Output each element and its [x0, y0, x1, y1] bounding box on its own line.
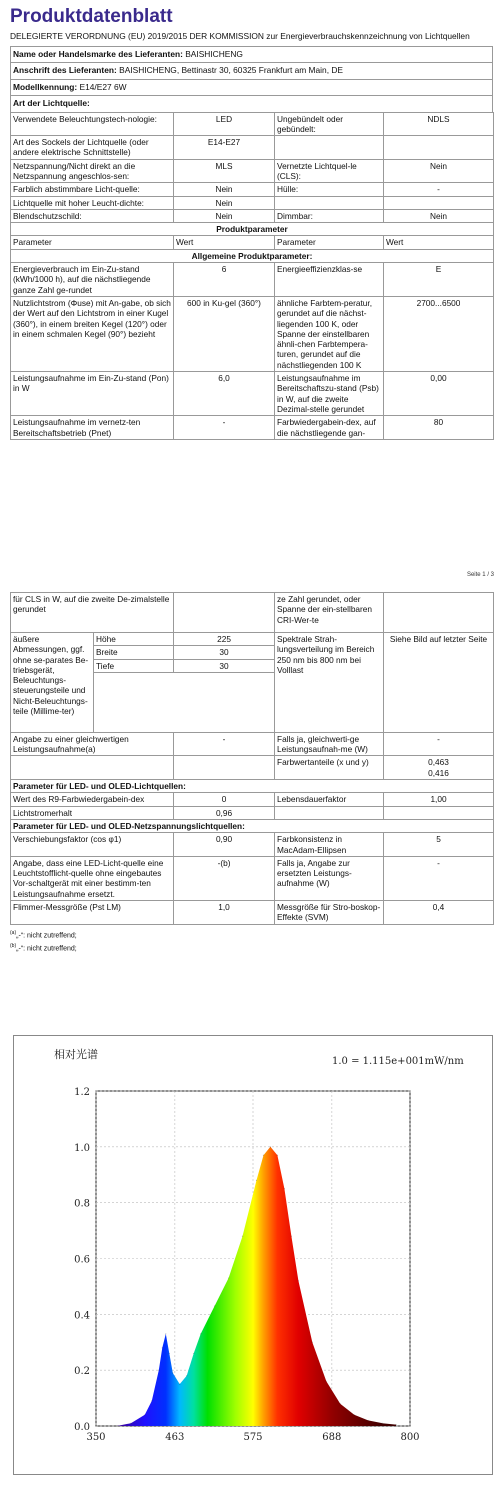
param-label: Angabe zu einer gleichwertigen Leistungsaufnahme(a): [11, 732, 174, 756]
spectrum-point: [340, 1403, 341, 1404]
spectrum-point: [291, 1236, 292, 1237]
param-value: -: [384, 732, 494, 756]
param-label: [275, 806, 384, 819]
y-tick-label: 0.2: [74, 1366, 90, 1378]
spectrum-point: [179, 1384, 180, 1385]
param-label: Lichtquelle mit hoher Leucht-dichte:: [11, 196, 174, 209]
param-rows-row: [11, 296, 494, 371]
supplier-address-row: [10, 62, 493, 79]
type-rows-row: [11, 136, 494, 160]
param-value: 1,0: [174, 901, 275, 925]
param-value: Nein: [384, 159, 494, 183]
param-label: Leistungsaufnahme im vernetz-ten Bereitschaftsbetrieb (Pnet): [11, 416, 174, 440]
param-value: 6,0: [174, 372, 275, 416]
spectrum-point: [284, 1188, 285, 1189]
spectrum-point: [326, 1381, 327, 1382]
param-value: 1,00: [384, 793, 494, 806]
datasheet-page-2: [10, 592, 493, 954]
page-number: Seite 1 / 3: [466, 572, 494, 578]
spectrum-svg: [14, 1036, 492, 1474]
spectrum-point: [354, 1414, 355, 1415]
spectrum-point: [368, 1420, 369, 1421]
param-label: Farbwertanteile (x und y): [275, 756, 384, 780]
param-value: -: [384, 856, 494, 900]
param-value: [384, 806, 494, 819]
spectral-value: Siehe Bild auf letzter Seite: [384, 633, 494, 733]
spectrum-point: [158, 1370, 159, 1371]
param-value: 0,463 0,416: [384, 756, 494, 780]
param-value: [384, 196, 494, 209]
x-tick-label: 688: [322, 1432, 342, 1443]
mains-params-header: Parameter für LED- und OLED-Netzspannungslichtquellen:: [11, 819, 494, 832]
led_rows-row: [11, 793, 494, 806]
datasheet-page-1: [10, 6, 493, 440]
param-label: [11, 756, 174, 780]
supplier-name-row: [10, 46, 493, 63]
supplier-name-label: Name oder Handelsmarke des Lieferanten:: [13, 48, 183, 59]
light-source-table: [10, 112, 494, 440]
param-rows-row: [11, 372, 494, 416]
spectrum-point: [312, 1342, 313, 1343]
dimensions-filler: [94, 672, 275, 732]
supplier-address-label: Anschrift des Lieferanten:: [13, 65, 117, 75]
spectrum-point: [130, 1423, 131, 1424]
y-tick-label: 1.2: [74, 1087, 90, 1098]
model-value: E14/E27 6W: [79, 81, 127, 92]
col-param-header-2: Parameter: [275, 236, 384, 249]
chart-annotation: 1.0 = 1.115e+001mW/nm: [332, 1056, 464, 1067]
param-value: [174, 756, 275, 780]
mains_rows-row: [11, 901, 494, 925]
param-label: Messgröße für Stro-boskop-Effekte (SVM): [275, 901, 384, 925]
spectral-label: Spektrale Strah-lungsverteilung im Bereich 250 nm bis 800 nm bei Volllast: [275, 633, 384, 733]
product-params-header: Produktparameter: [11, 223, 494, 236]
spectrum-point: [298, 1280, 299, 1281]
spectrum-point: [116, 1425, 117, 1426]
param-value: 0: [174, 793, 275, 806]
footnotes: [10, 928, 493, 955]
supplier-address: BAISHICHENG, Bettinastr 30, 60325 Frankfurt am Main, DE: [119, 65, 343, 75]
param-label: Falls ja, gleichwerti-ge Leistungsaufnah-me (W): [275, 732, 384, 756]
type-rows-row: [11, 183, 494, 196]
y-tick-label: 0.8: [74, 1198, 90, 1210]
param-label: Lebensdauerfaktor: [275, 793, 384, 806]
col-param-header-1: Parameter: [11, 236, 174, 249]
light-source-type-row: [10, 95, 493, 112]
spectrum-point: [186, 1375, 187, 1376]
model-row: [10, 79, 493, 96]
mains_rows-row: [11, 856, 494, 900]
type-rows-row: [11, 196, 494, 209]
type-rows-row: [11, 209, 494, 222]
spectrum-point: [165, 1333, 166, 1334]
spectrum-point: [228, 1277, 229, 1278]
type-rows-row: [11, 159, 494, 183]
param-value: -: [384, 183, 494, 196]
param-value: 0,00: [384, 372, 494, 416]
chart-title: 相对光谱: [54, 1048, 98, 1061]
spectrum-point: [162, 1347, 163, 1348]
param-value: MLS: [174, 159, 275, 183]
param-value: Nein: [174, 183, 275, 196]
param-value: -: [174, 732, 275, 756]
supplier-name: BAISHICHENG: [185, 48, 243, 59]
dimension-value: 225: [174, 633, 275, 646]
continued-param-right: ze Zahl gerundet, oder Spanne der ein-stellbaren CRI-Wer-te: [275, 593, 384, 633]
dimensions-label: äußere Abmessungen, ggf. ohne se-parates Be-triebsgerät, Beleuchtungs-steuerungsteile und Nicht-Beleuchtungs-teile (Millime-ter): [11, 633, 94, 733]
param-label: Art des Sockels der Lichtquelle (oder andere elektrische Schnittstelle): [11, 136, 174, 160]
dimension-name: Höhe: [94, 633, 174, 646]
param-label: Lichtstromerhalt: [11, 806, 174, 819]
param-value: 0,90: [174, 833, 275, 857]
param-value: NDLS: [384, 112, 494, 136]
spectrum-point: [193, 1353, 194, 1354]
continued-value-left: [174, 593, 275, 633]
dimension-value: 30: [174, 659, 275, 672]
spectrum-area: [117, 1147, 396, 1426]
type-rows-row: [11, 112, 494, 136]
col-value-header-2: Wert: [384, 236, 494, 249]
mains_rows-row: [11, 833, 494, 857]
param-value: 5: [384, 833, 494, 857]
param-value: 80: [384, 416, 494, 440]
dimension-name: Breite: [94, 646, 174, 659]
param-label: Dimmbar:: [275, 209, 384, 222]
param-label: Farbkonsistenz in MacAdam-Ellipsen: [275, 833, 384, 857]
param-label: Flimmer-Messgröße (Pst LM): [11, 901, 174, 925]
spectrum-point: [277, 1155, 278, 1156]
param-rows-row: [11, 263, 494, 297]
param-value: 6: [174, 263, 275, 297]
dimension-name: Tiefe: [94, 659, 174, 672]
y-tick-label: 1.0: [74, 1142, 90, 1154]
param-label: Wert des R9-Farbwiedergabein-dex: [11, 793, 174, 806]
document-title: Produktdatenblatt: [10, 6, 173, 27]
spectrum-point: [242, 1236, 243, 1237]
param-label: ähnliche Farbtem-peratur, gerundet auf die nächst-liegenden 100 K, oder Spanne der einstellbaren ähnli-chen Farbtempera-turen, gerundet auf die nächstliegenden 100 K: [275, 296, 384, 371]
footnote-a: $^{(a)}$„-“: nicht zutreffend;: [10, 929, 77, 939]
param-label: Falls ja, Angabe zur ersetzten Leistungs-aufnahme (W): [275, 856, 384, 900]
x-tick-label: 800: [400, 1432, 420, 1443]
spectrum-point: [395, 1424, 396, 1425]
param-label: Netzspannung/Nicht direkt an die Netzspannung angeschlos-sen:: [11, 159, 174, 183]
spectrum-point: [144, 1414, 145, 1415]
light-source-type-label: Art der Lichtquelle:: [13, 98, 90, 108]
param-label: Leistungsaufnahme im Ein-Zu-stand (Pon) in W: [11, 372, 174, 416]
p2_rows-row: [11, 732, 494, 756]
param-label: [275, 196, 384, 209]
param-label: Farbwiedergabein-dex, auf die nächstliegende gan-: [275, 416, 384, 440]
param-label: [275, 136, 384, 160]
general-params-header: Allgemeine Produktparameter:: [11, 249, 494, 262]
param-label: Angabe, dass eine LED-Licht-quelle eine Leuchtstofflicht-quelle ohne eingebautes Vor-schaltgerät mit einer bestimm-ten Leistungsaufnahme ersetzt.: [11, 856, 174, 900]
param-label: Energieeffizienzklas-se: [275, 263, 384, 297]
footnote-b: $^{(b)}$„-“: nicht zutreffend;: [10, 942, 77, 953]
param-value: 0,96: [174, 806, 275, 819]
model-label: Modellkennung:: [13, 81, 78, 92]
param-value: E14-E27: [174, 136, 275, 160]
param-label: Verwendete Beleuchtungstech-nologie:: [11, 112, 174, 136]
param-rows-row: [11, 416, 494, 440]
param-value: E: [384, 263, 494, 297]
param-value: LED: [174, 112, 275, 136]
spectrum-point: [256, 1180, 257, 1181]
param-label: Ungebündelt oder gebündelt:: [275, 112, 384, 136]
x-tick-label: 463: [165, 1432, 185, 1443]
x-tick-label: 575: [243, 1432, 263, 1443]
dimension-value: 30: [174, 646, 275, 659]
y-tick-label: 0.0: [74, 1422, 90, 1433]
param-value: -(b): [174, 856, 275, 900]
col-value-header-1: Wert: [174, 236, 275, 249]
continued-param-left: für CLS in W, auf die zweite De-zimalstelle gerundet: [11, 593, 174, 633]
param-label: Nutzlichtstrom (Φuse) mit An-gabe, ob sich der Wert auf den Lichtstrom in einer Kugel (360°), in einem breiten Kegel (120°) oder in einem schmalen Kegel (90°) bezieht: [11, 296, 174, 371]
spectrum-point: [169, 1353, 170, 1354]
param-label: Verschiebungsfaktor (cos φ1): [11, 833, 174, 857]
param-value: Nein: [384, 209, 494, 222]
param-label: Leistungsaufnahme im Bereitschaftszu-stand (Psb) in W, auf die zweite Dezimal-stelle gerundet: [275, 372, 384, 416]
spectrum-point: [151, 1400, 152, 1401]
spectrum-point: [270, 1146, 271, 1147]
led_rows-row: [11, 806, 494, 819]
parameters-table-continued: [10, 592, 494, 925]
spectrum-point: [200, 1333, 201, 1334]
param-value: [384, 136, 494, 160]
p2_rows-row: [11, 756, 494, 780]
spectrum-point: [381, 1423, 382, 1424]
param-value: 2700...6500: [384, 296, 494, 371]
continued-value-right: [384, 593, 494, 633]
param-label: Farblich abstimmbare Licht-quelle:: [11, 183, 174, 196]
y-tick-label: 0.4: [74, 1310, 90, 1322]
y-tick-label: 0.6: [74, 1254, 90, 1266]
spectrum-chart: [13, 1035, 493, 1475]
spectrum-point: [172, 1372, 173, 1373]
param-label: Vernetzte Lichtquel-le (CLS):: [275, 159, 384, 183]
regulation-text: DELEGIERTE VERORDNUNG (EU) 2019/2015 DER KOMMISSION zur Energieverbrauchskennzeichnung von Lichtquellen: [10, 31, 470, 41]
spectrum-point: [214, 1305, 215, 1306]
x-tick-label: 350: [86, 1432, 106, 1443]
spectrum-point: [263, 1155, 264, 1156]
led-params-header: Parameter für LED- und OLED-Lichtquellen:: [11, 780, 494, 793]
param-value: 600 in Ku-gel (360°): [174, 296, 275, 371]
param-label: Blendschutzschild:: [11, 209, 174, 222]
param-value: 0,4: [384, 901, 494, 925]
param-label: Hülle:: [275, 183, 384, 196]
param-value: Nein: [174, 209, 275, 222]
param-value: Nein: [174, 196, 275, 209]
param-label: Energieverbrauch im Ein-Zu-stand (kWh/1000 h), auf die nächstliegende ganze Zahl ge-rundet: [11, 263, 174, 297]
param-value: -: [174, 416, 275, 440]
